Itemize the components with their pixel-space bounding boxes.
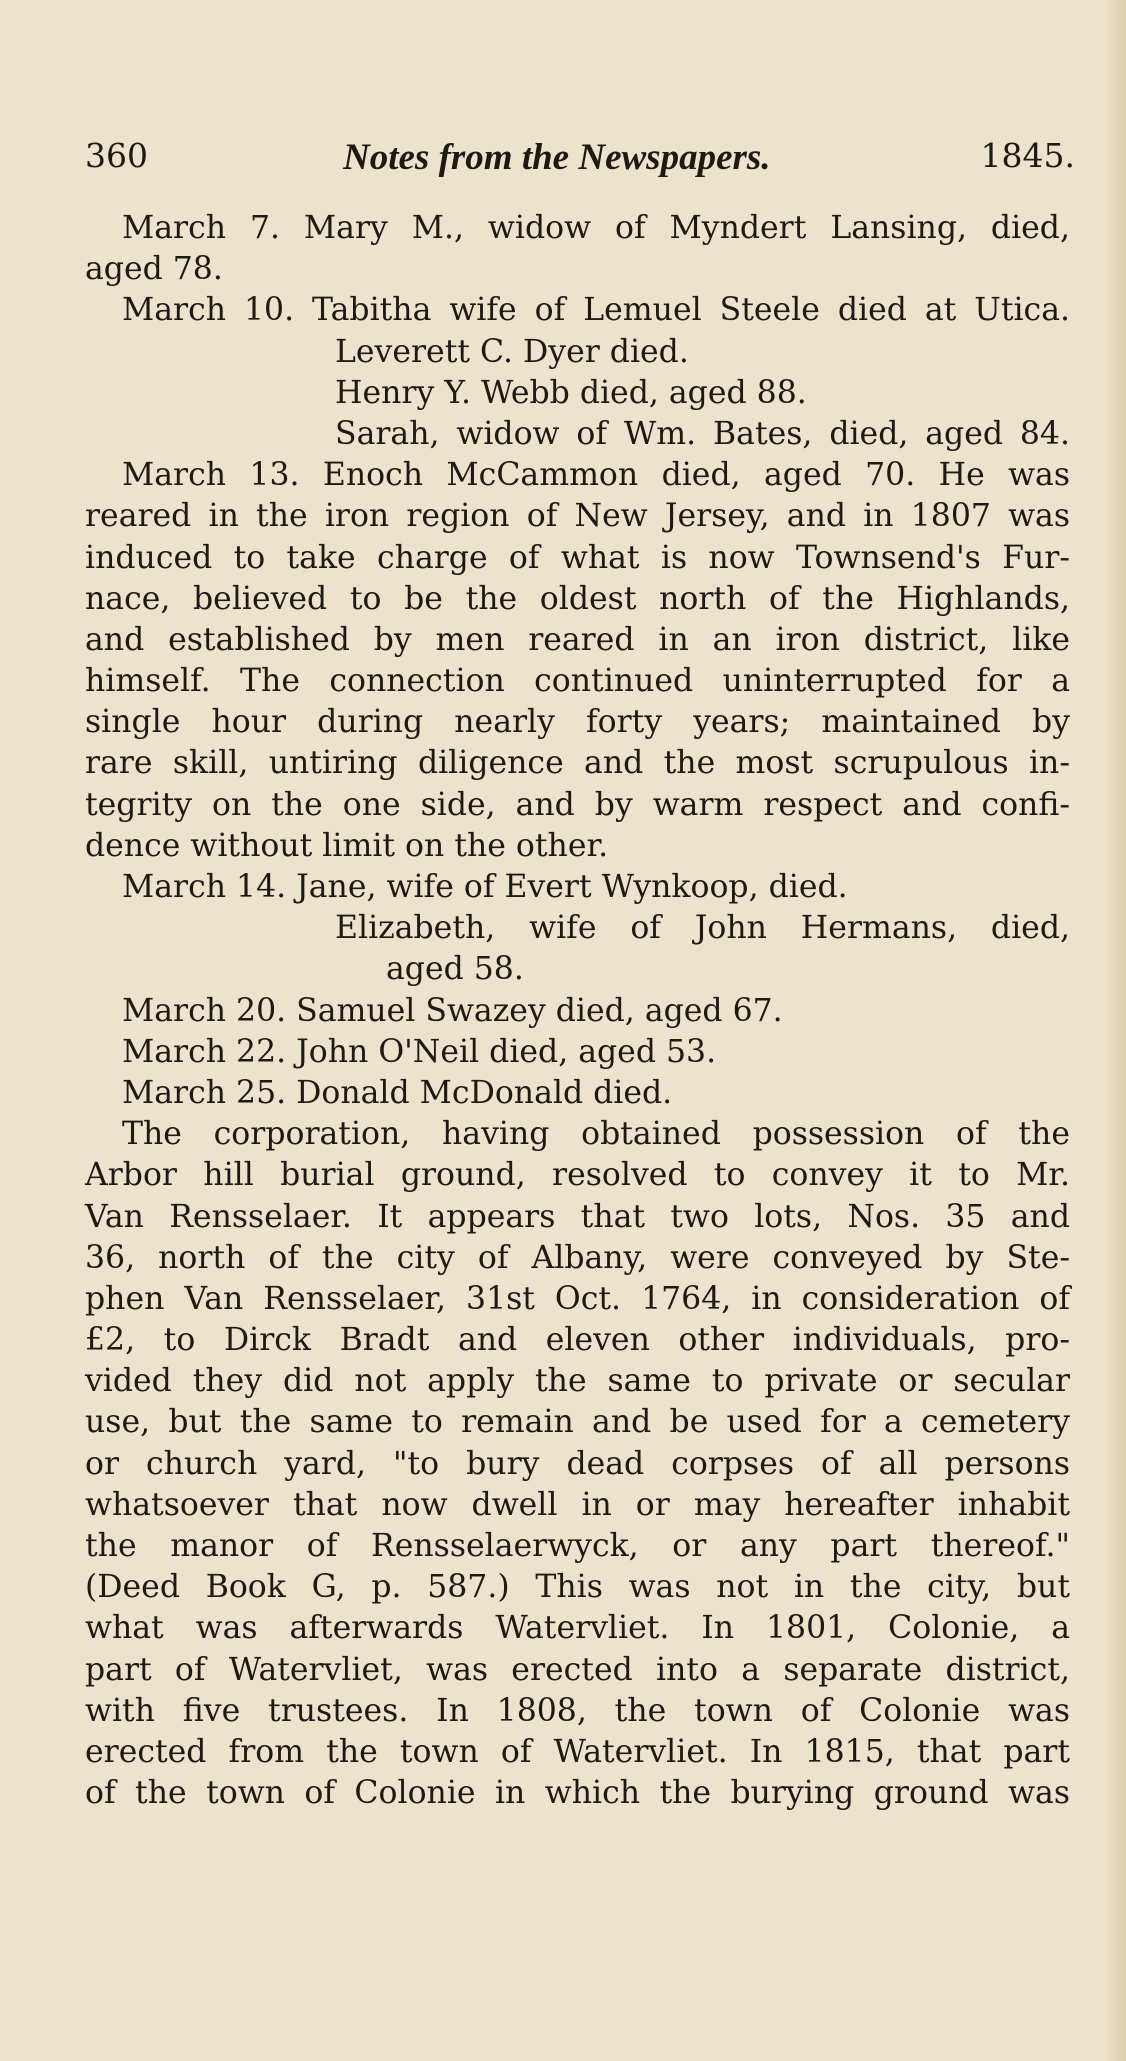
text-line: of the town of Colonie in which the burying ground was	[85, 1775, 1070, 1812]
text-line: whatsoever that now dwell in or may hereafter inhabit	[85, 1486, 1070, 1523]
text-line: part of Watervliet, was erected into a separate district,	[85, 1651, 1070, 1688]
text-line: or church yard, "to bury dead corpses of all persons	[85, 1445, 1070, 1482]
text-line: tegrity on the one side, and by warm respect and confi-	[85, 786, 1070, 823]
header-year: 1845.	[980, 136, 1075, 175]
text-line: and established by men reared in an iron district, like	[85, 621, 1070, 658]
running-header	[85, 136, 1075, 186]
text-line: (Deed Book G, p. 587.) This was not in the city, but	[85, 1569, 1070, 1606]
text-line: aged 58.	[386, 951, 524, 988]
running-title: Notes from the Newspapers.	[343, 137, 771, 178]
text-line: single hour during nearly forty years; maintained by	[85, 704, 1070, 741]
page-edge-shadow	[1104, 0, 1126, 2061]
text-line: with five trustees. In 1808, the town of Colonie was	[85, 1692, 1070, 1729]
text-line: March 22. John O'Neil died, aged 53.	[122, 1033, 717, 1070]
page-body	[85, 208, 1070, 1814]
text-line: £2, to Dirck Bradt and eleven other individuals, pro-	[85, 1322, 1070, 1359]
text-line: rare skill, untiring diligence and the most scrupulous in-	[85, 745, 1070, 782]
text-line: reared in the iron region of New Jersey, and in 1807 was	[85, 498, 1070, 535]
text-line: Sarah, widow of Wm. Bates, died, aged 84.	[335, 415, 1070, 452]
text-line: nace, believed to be the oldest north of the Highlands,	[85, 580, 1070, 617]
text-line: Elizabeth, wife of John Hermans, died,	[335, 910, 1070, 947]
page-number: 360	[85, 136, 148, 175]
text-line: erected from the town of Watervliet. In 1815, that part	[85, 1733, 1070, 1770]
text-line: induced to take charge of what is now Townsend's Fur-	[85, 539, 1070, 576]
text-line: March 25. Donald McDonald died.	[122, 1074, 673, 1111]
text-line: 36, north of the city of Albany, were conveyed by Ste-	[85, 1239, 1070, 1276]
text-line: March 13. Enoch McCammon died, aged 70. He was	[122, 457, 1070, 494]
text-line: Henry Y. Webb died, aged 88.	[335, 374, 807, 411]
text-line: Leverett C. Dyer died.	[335, 333, 689, 370]
text-line: March 20. Samuel Swazey died, aged 67.	[122, 992, 783, 1029]
text-line: what was afterwards Watervliet. In 1801, Colonie, a	[85, 1610, 1070, 1647]
text-line: March 7. Mary M., widow of Myndert Lansing, died,	[122, 210, 1070, 246]
text-line: Van Rensselaer. It appears that two lots, Nos. 35 and	[85, 1198, 1070, 1235]
text-line: aged 78.	[85, 251, 223, 288]
text-line: use, but the same to remain and be used for a cemetery	[85, 1404, 1070, 1441]
text-line: March 14. Jane, wife of Evert Wynkoop, died.	[122, 869, 848, 905]
text-line: vided they did not apply the same to private or secular	[85, 1363, 1070, 1400]
text-line: the manor of Rensselaerwyck, or any part thereof."	[85, 1528, 1070, 1564]
text-line: Arbor hill burial ground, resolved to convey it to Mr.	[85, 1157, 1070, 1194]
text-line: himself. The connection continued uninterrupted for a	[85, 663, 1070, 700]
text-line: dence without limit on the other.	[85, 827, 609, 864]
text-line: March 10. Tabitha wife of Lemuel Steele died at Utica.	[122, 292, 1070, 329]
text-line: phen Van Rensselaer, 31st Oct. 1764, in consideration of	[85, 1280, 1070, 1317]
text-line: The corporation, having obtained possession of the	[122, 1116, 1070, 1153]
